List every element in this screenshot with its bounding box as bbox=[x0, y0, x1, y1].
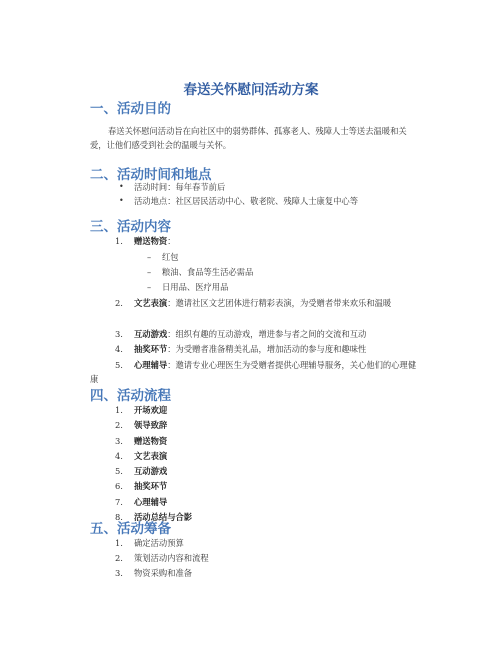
process-step: 活动总结与合影 bbox=[134, 512, 193, 522]
item-label: 文艺表演 bbox=[134, 298, 168, 308]
item-text: ：邀请社区文艺团体进行精彩表演，为受赠者带来欢乐和温暖 bbox=[167, 298, 392, 308]
list-number: 4. bbox=[115, 344, 123, 354]
item-label: 互动游戏 bbox=[134, 329, 168, 339]
process-step: 开场欢迎 bbox=[134, 405, 168, 415]
bullet-item-time: 活动时间：每年春节前后 bbox=[134, 182, 226, 192]
sub-item-red-envelope: 红包 bbox=[162, 252, 179, 262]
content-item-games bbox=[134, 327, 366, 341]
section-heading-time-place: 二、活动时间和地点 bbox=[90, 167, 212, 183]
sub-item-daily-medical: 日用品、医疗用品 bbox=[162, 282, 229, 292]
sub-item-necessities: 粮油、食品等生活必需品 bbox=[162, 267, 254, 277]
section-heading-content: 三、活动内容 bbox=[90, 219, 171, 235]
process-step: 互动游戏 bbox=[134, 466, 168, 476]
item-text: ：邀请专业心理医生为受赠者提供心理辅导服务，关心他们的心理健康 bbox=[90, 360, 417, 384]
purpose-paragraph: 春送关怀慰问活动旨在向社区中的弱势群体、孤寡老人、残障人士等送去温暖和关爱，让他们感受到社会的温暖与关怀。 bbox=[90, 126, 407, 150]
bullet-icon: • bbox=[119, 196, 124, 205]
bullet-item-place: 活动地点：社区居民活动中心、敬老院、残障人士康复中心等 bbox=[134, 196, 359, 206]
process-step: 抽奖环节 bbox=[134, 481, 168, 491]
list-number: 6. bbox=[115, 481, 123, 491]
process-step: 赠送物资 bbox=[134, 436, 168, 446]
item-text: ： bbox=[167, 236, 176, 246]
list-number: 1. bbox=[115, 538, 123, 548]
bullet-icon: • bbox=[119, 182, 124, 191]
dash-icon: – bbox=[147, 252, 152, 262]
item-label: 赠送物资 bbox=[134, 236, 168, 246]
dash-icon: – bbox=[147, 282, 152, 292]
content-item-lottery bbox=[134, 342, 366, 356]
list-number: 1. bbox=[115, 236, 123, 246]
process-step: 文艺表演 bbox=[134, 451, 168, 461]
list-number: 8. bbox=[115, 512, 123, 522]
item-label: 心理辅导 bbox=[134, 360, 168, 370]
section-heading-process: 四、活动流程 bbox=[90, 388, 171, 404]
process-step: 领导致辞 bbox=[134, 420, 168, 430]
prep-step: 策划活动内容和流程 bbox=[134, 553, 209, 563]
list-number: 3. bbox=[115, 329, 123, 339]
dash-icon: – bbox=[147, 267, 152, 277]
list-number: 5. bbox=[115, 360, 123, 370]
list-number: 3. bbox=[115, 436, 123, 446]
list-number: 2. bbox=[115, 298, 123, 308]
content-item-counseling bbox=[90, 358, 422, 386]
list-number: 1. bbox=[115, 405, 123, 415]
section-heading-purpose: 一、活动目的 bbox=[90, 101, 171, 117]
item-label: 抽奖环节 bbox=[134, 344, 168, 354]
list-number: 5. bbox=[115, 466, 123, 476]
item-text: ：组织有趣的互动游戏，增进参与者之间的交流和互动 bbox=[167, 329, 367, 339]
list-number: 2. bbox=[115, 420, 123, 430]
item-text: ：为受赠者准备精美礼品，增加活动的参与度和趣味性 bbox=[167, 344, 367, 354]
process-step: 心理辅导 bbox=[134, 497, 168, 507]
section-heading-preparation: 五、活动筹备 bbox=[90, 521, 171, 537]
list-number: 2. bbox=[115, 553, 123, 563]
list-number: 4. bbox=[115, 451, 123, 461]
prep-step: 确定活动预算 bbox=[134, 538, 184, 548]
list-number: 7. bbox=[115, 497, 123, 507]
list-number: 3. bbox=[115, 568, 123, 578]
content-item-performance bbox=[90, 296, 422, 310]
content-item-gifts bbox=[134, 234, 176, 248]
prep-step: 物资采购和准备 bbox=[134, 568, 193, 578]
document-title: 春送关怀慰问活动方案 bbox=[183, 82, 319, 98]
